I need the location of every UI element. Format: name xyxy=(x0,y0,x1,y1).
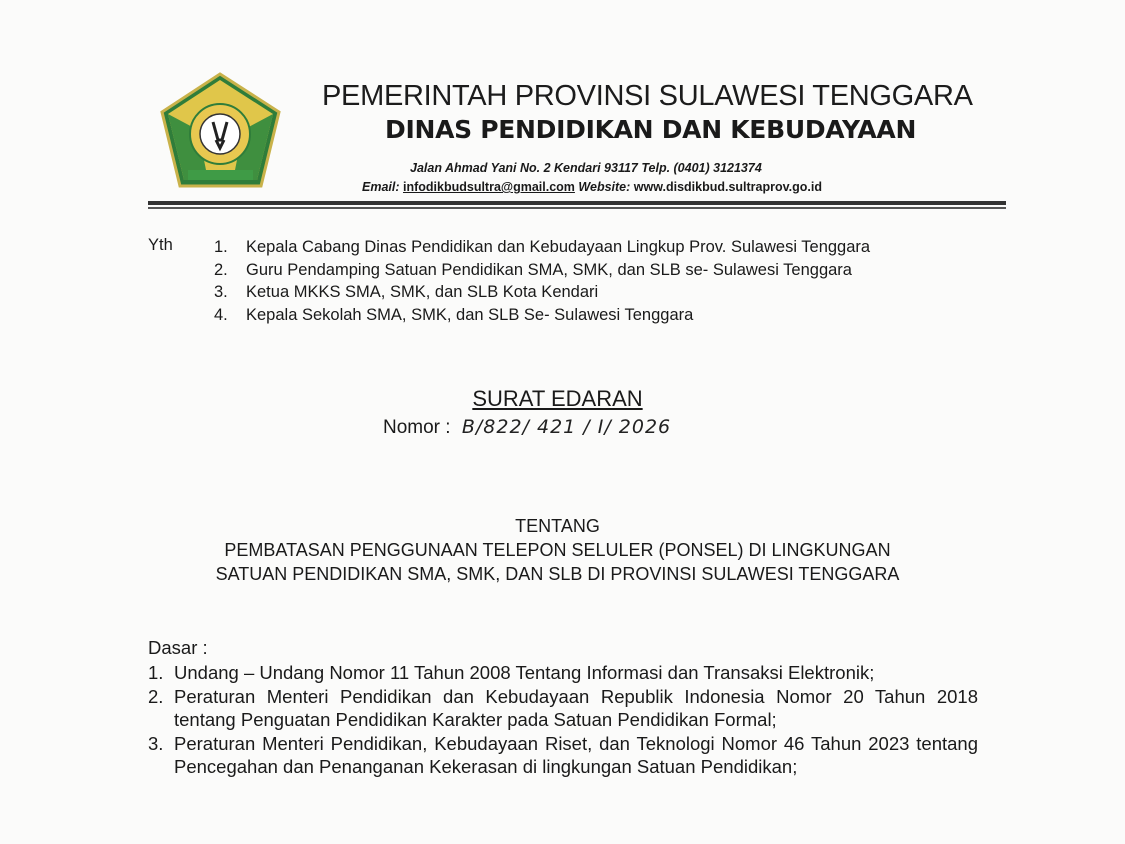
provincial-emblem-logo xyxy=(158,70,283,190)
document-number xyxy=(383,416,671,439)
item-text: Undang – Undang Nomor 11 Tahun 2008 Tentang Informasi dan Transaksi Elektronik; xyxy=(174,662,875,683)
item-number: 1. xyxy=(214,238,228,256)
item-text: Peraturan Menteri Pendidikan, Kebudayaan Riset, dan Teknologi Nomor 46 Tahun 2023 tentang Pencegahan dan Penanganan Kekerasan di lingkungan Satuan Pendidikan; xyxy=(174,732,978,777)
item-number: 2. xyxy=(148,685,164,707)
letterhead-divider-thick xyxy=(148,201,1006,205)
item-number: 3. xyxy=(148,732,164,754)
subject-line: SATUAN PENDIDIKAN SMA, SMK, DAN SLB DI PROVINSI SULAWESI TENGGARA xyxy=(215,564,900,584)
item-text: Kepala Sekolah SMA, SMK, dan SLB Se- Sulawesi Tenggara xyxy=(246,305,694,324)
letterhead-address: Jalan Ahmad Yani No. 2 Kendari 93117 Telp. (0401) 3121374 xyxy=(410,161,762,175)
subject-block xyxy=(0,514,1125,586)
item-text: Peraturan Menteri Pendidikan dan Kebudayaan Republik Indonesia Nomor 20 Tahun 2018 tentang Penguatan Pendidikan Karakter pada Satuan Pendidikan Formal; xyxy=(174,685,978,730)
list-item xyxy=(148,685,978,732)
list-item xyxy=(214,259,870,282)
list-item xyxy=(214,236,870,259)
list-item xyxy=(148,661,978,685)
subject-label: TENTANG xyxy=(515,516,600,536)
letterhead-contact xyxy=(362,180,822,194)
email-label: Email: xyxy=(362,180,400,194)
item-text: Kepala Cabang Dinas Pendidikan dan Kebudayaan Lingkup Prov. Sulawesi Tenggara xyxy=(246,238,871,256)
basis-label: Dasar : xyxy=(148,637,208,658)
basis-list xyxy=(148,661,978,779)
item-number: 3. xyxy=(214,283,228,301)
item-text: Ketua MKKS SMA, SMK, dan SLB Kota Kendari xyxy=(246,283,599,301)
website-link[interactable]: www.disdikbud.sultraprov.go.id xyxy=(633,180,822,194)
number-separator: : xyxy=(445,417,451,438)
email-link[interactable]: infodikbudsultra@gmail.com xyxy=(403,180,575,194)
letterhead-agency-name: DINAS PENDIDIKAN DAN KEBUDAYAAN xyxy=(385,115,917,144)
recipients-label: Yth xyxy=(148,236,173,254)
subject-line: PEMBATASAN PENGGUNAAN TELEPON SELULER (PONSEL) DI LINGKUNGAN xyxy=(224,540,891,560)
list-item xyxy=(214,304,870,327)
item-text: Guru Pendamping Satuan Pendidikan SMA, SMK, dan SLB se- Sulawesi Tenggara xyxy=(246,260,852,279)
item-number: 2. xyxy=(214,260,228,279)
number-label: Nomor xyxy=(383,417,441,438)
document-title-text: SURAT EDARAN xyxy=(472,386,643,411)
letterhead-divider-thin xyxy=(148,207,1006,209)
website-label: Website: xyxy=(578,180,631,194)
number-value: B/822/ 421 / I/ 2026 xyxy=(461,416,672,438)
recipients-list xyxy=(214,236,870,326)
list-item xyxy=(214,281,870,304)
list-item xyxy=(148,732,978,779)
letterhead-government-name: PEMERINTAH PROVINSI SULAWESI TENGGARA xyxy=(322,80,973,112)
item-number: 1. xyxy=(148,662,164,683)
item-number: 4. xyxy=(214,305,228,324)
document-title xyxy=(0,386,1125,412)
